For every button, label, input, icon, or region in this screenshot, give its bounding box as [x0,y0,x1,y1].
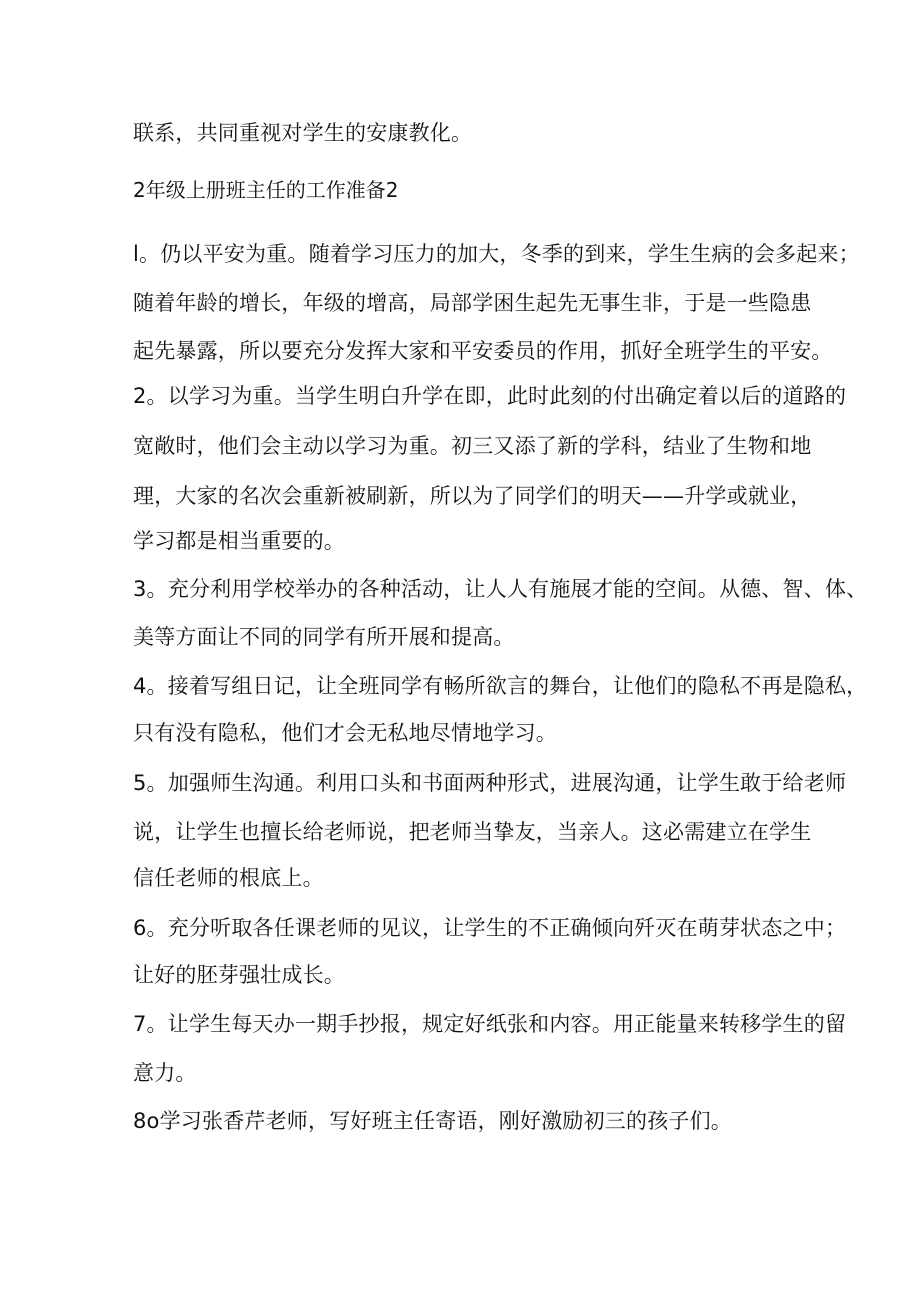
paragraph-line: 理，大家的名次会重新被刷新，所以为了同学们的明天——升学或就业， [133,484,812,508]
paragraph-line: 7。让学生每天办一期手抄报，规定好纸张和内容。用正能量来转移学生的留 [133,1012,847,1036]
paragraph-line: 说，让学生也擅长给老师说，把老师当挚友，当亲人。这必需建立在学生 [133,820,812,844]
paragraph-line: 让好的胚芽强壮成长。 [133,963,345,987]
paragraph-line: 8o学习张香芹老师，写好班主任寄语，刚好激励初三的孩子们。 [133,1109,733,1133]
paragraph-line: 学习都是相当重要的。 [133,529,345,553]
paragraph-line: 信任老师的根底上。 [133,866,324,890]
paragraph-line: l。仍以平安为重。随着学习压力的加大，冬季的到来，学生生病的会多起来； [133,242,860,266]
paragraph-line: 意力。 [133,1061,197,1085]
paragraph-line: 4。接着写组日记，让全班同学有畅所欲言的舞台，让他们的隐私不再是隐私， [133,674,868,698]
paragraph-line: 只有没有隐私，他们才会无私地尽情地学习。 [133,721,557,745]
continuation-line: 联系，共同重视对学生的安康教化。 [133,121,473,145]
paragraph-line: 美等方面让不同的同学有所开展和提高。 [133,625,515,649]
paragraph-line: 随着年龄的增长，年级的增高，局部学困生起先无事生非，于是一些隐患 [133,291,812,315]
paragraph-line: 宽敞时，他们会主动以学习为重。初三又添了新的学科，结业了生物和地 [133,434,812,458]
paragraph-line: 起先暴露，所以要充分发挥大家和平安委员的作用，抓好全班学生的平安。 [133,339,833,363]
paragraph-line: 3。充分利用学校举办的各种活动，让人人有施展才能的空间。从德、智、体、 [133,577,868,601]
paragraph-line: 6。充分听取各任课老师的见议，让学生的不正确倾向歼灭在萌芽状态之中； [133,916,847,940]
paragraph-line: 5。加强师生沟通。利用口头和书面两种形式，进展沟通，让学生敢于给老师 [133,771,847,795]
section-heading: 2年级上册班主任的工作准备2 [133,178,399,202]
paragraph-line: 2。以学习为重。当学生明白升学在即，此时此刻的付出确定着以后的道路的 [133,384,847,408]
